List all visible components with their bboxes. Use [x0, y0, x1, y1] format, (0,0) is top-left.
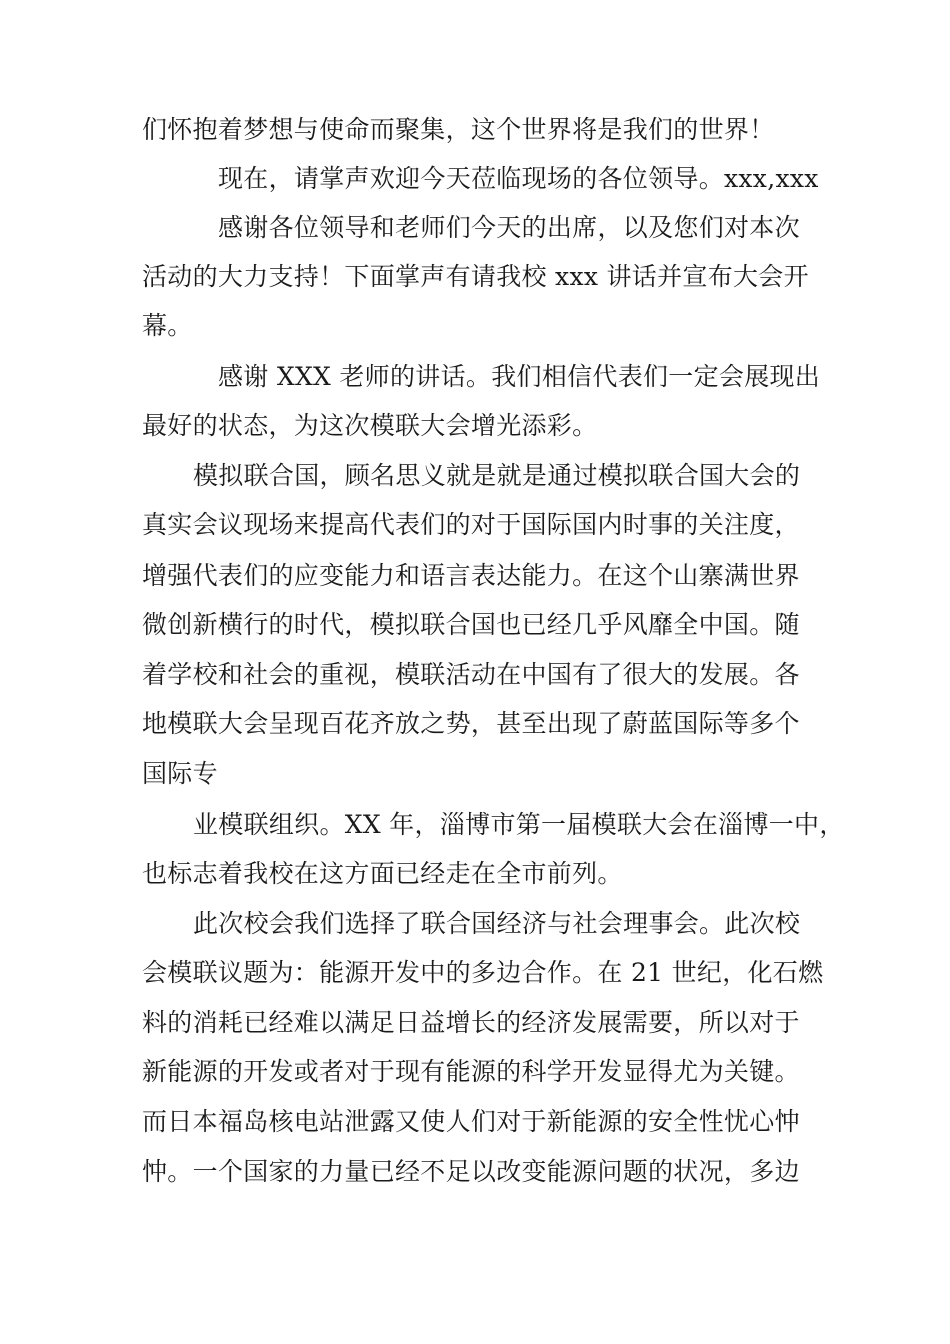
- text-line: 新能源的开发或者对于现有能源的科学开发显得尤为关键。: [142, 1057, 800, 1086]
- text-line: 活动的大力支持！下面掌声有请我校 xxx 讲话并宣布大会开: [142, 262, 809, 291]
- text-line: 国际专: [142, 759, 218, 788]
- text-line: 幕。: [142, 311, 193, 340]
- text-line: 业模联组织。XX 年，淄博市第一届模联大会在淄博一中，: [193, 810, 845, 839]
- text-line: 此次校会我们选择了联合国经济与社会理事会。此次校: [193, 909, 801, 938]
- text-line: 感谢 XXX 老师的讲话。我们相信代表们一定会展现出: [218, 362, 821, 391]
- text-line: 地模联大会呈现百花齐放之势，甚至出现了蔚蓝国际等多个: [142, 709, 800, 738]
- text-line: 微创新横行的时代，模拟联合国也已经几乎风靡全中国。随: [142, 610, 800, 639]
- text-line: 也标志着我校在这方面已经走在全市前列。: [142, 859, 623, 888]
- text-line: 增强代表们的应变能力和语言表达能力。在这个山寨满世界: [142, 561, 800, 590]
- text-line: 最好的状态，为这次模联大会增光添彩。: [142, 411, 598, 440]
- text-line: 真实会议现场来提高代表们的对于国际国内时事的关注度，: [142, 510, 800, 539]
- text-line: 会模联议题为：能源开发中的多边合作。在 21 世纪，化石燃: [142, 958, 824, 987]
- text-line: 忡。一个国家的力量已经不足以改变能源问题的状况，多边: [142, 1157, 800, 1186]
- text-line: 料的消耗已经难以满足日益增长的经济发展需要，所以对于: [142, 1008, 800, 1037]
- text-line: 们怀抱着梦想与使命而聚集，这个世界将是我们的世界！: [142, 115, 775, 144]
- text-line: 现在，请掌声欢迎今天莅临现场的各位领导。xxx,xxx: [218, 164, 819, 193]
- text-line: 而日本福岛核电站泄露又使人们对于新能源的安全性忧心忡: [142, 1107, 800, 1136]
- text-line: 模拟联合国，顾名思义就是就是通过模拟联合国大会的: [193, 461, 801, 490]
- text-line: 感谢各位领导和老师们今天的出席，以及您们对本次: [218, 213, 800, 242]
- text-line: 着学校和社会的重视，模联活动在中国有了很大的发展。各: [142, 660, 800, 689]
